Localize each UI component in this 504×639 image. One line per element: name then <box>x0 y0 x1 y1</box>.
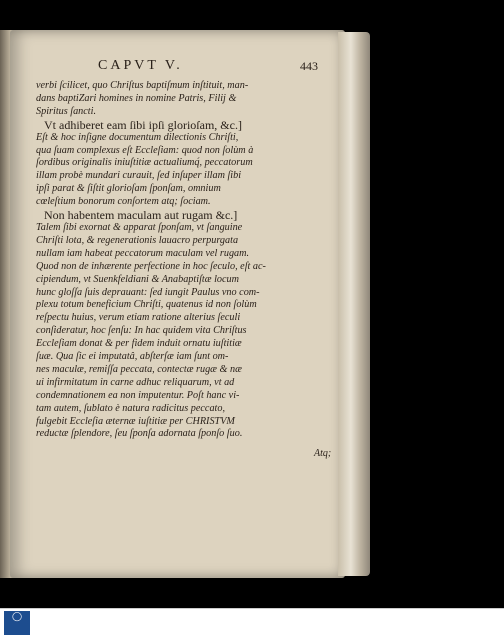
book-fore-edge <box>338 32 370 576</box>
text-line: Non habentem maculam aut rugam &c.] <box>44 208 238 223</box>
text-line: Chriſti lota, & regenerationis lauacro perpurgata <box>36 234 239 246</box>
text-line: Spiritus ſancti. <box>36 105 96 117</box>
text-line: Eſt & hoc inſigne documentum dilectionis Chriſti, <box>36 131 239 143</box>
running-head: CAPVT V. <box>98 58 183 73</box>
text-line: cipiendum, vt Suenkfeldiani & Anabaptiſtæ locum <box>36 273 239 285</box>
text-line: verbi ſcilicet, quo Chriſtus baptiſmum inſtituit, man- <box>36 80 249 91</box>
text-line: conſideratur, hoc ſenſu: In hac quidem vita Chriſtus <box>36 325 247 337</box>
text-line: cœleſtium bonorum conſortem atq; ſociam. <box>36 196 211 208</box>
page-text <box>36 80 326 441</box>
text-line: nullam iam habeat peccatorum maculam vel rugam. <box>36 247 250 259</box>
text-line: condemnationem ea non imputentur. Poſt hanc vi- <box>36 389 240 401</box>
text-line: ipſi parat & ſiſtit glorioſam ſponſam, omnium <box>36 183 221 195</box>
library-logo[interactable] <box>4 611 30 635</box>
text-line: dans baptiZari homines in nomine Patris, Filij & <box>36 92 237 104</box>
page-number: 443 <box>300 59 318 73</box>
text-line: reſpectu huius, verum etiam ratione alterius ſeculi <box>36 312 241 324</box>
text-line: qua ſuam complexus eſt Eccleſiam: quod non ſolùm à <box>36 144 254 156</box>
text-line: plexu totum beneficium Chriſti, quatenus id non ſolùm <box>36 299 257 311</box>
text-line: ſordibus originalis iniuſtitiæ actualiumq́, peccatorum <box>36 157 253 169</box>
text-line: ſuæ. Qua ſic ei imputatâ, abſterſæ iam ſunt om- <box>36 351 229 363</box>
text-line: ui infirmitatum in carne adhuc reliquarum, vt ad <box>36 376 235 388</box>
catchword: Atq; <box>314 448 332 459</box>
text-line: fulgebit Eccleſia æternæ iuſtitiæ per CHRISTVM <box>36 415 235 427</box>
text-line: Talem ſibi exornat & apparat ſponſam, vt ſanguine <box>36 221 243 233</box>
text-line: illam probè mundari curauit, ſed inſuper illam ſibi <box>36 170 242 182</box>
footer-bar <box>0 608 504 639</box>
text-line: reductæ ſplendore, ſeu ſponſa adornata ſponſo ſuo. <box>36 428 243 440</box>
text-line: Vt adhiberet eam ſibi ipſi glorioſam, &c.] <box>44 117 242 132</box>
text-line: tam autem, ſublato è natura radicitus peccato, <box>36 402 226 414</box>
library-logo-icon: ◯ <box>11 612 23 622</box>
text-line: nes maculæ, remiſſa peccata, contectæ rugæ & næ <box>36 363 242 375</box>
text-line: Eccleſiam donat & per fidem induit ornatu iuſtitiæ <box>36 338 242 350</box>
text-line: Quod non de inhærente perfectione in hoc ſeculo, eſt ac- <box>36 260 266 272</box>
text-line: hunc gloſſa ſuis deprauant: ſed iungit Paulus vno com- <box>36 286 260 298</box>
